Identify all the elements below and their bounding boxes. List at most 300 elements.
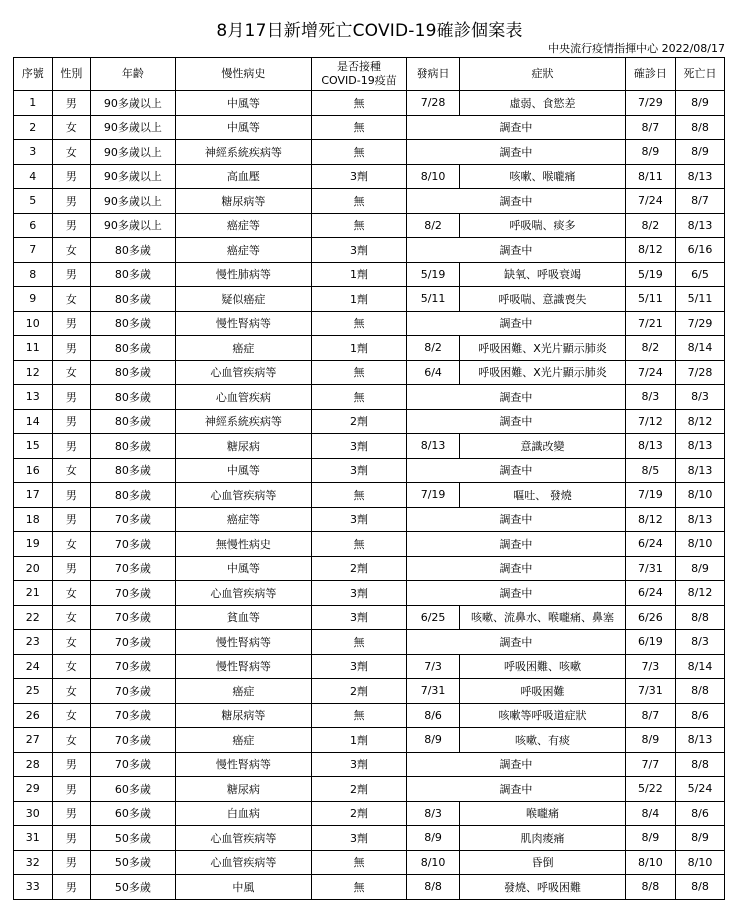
table-row [14,801,725,826]
cell-history: 慢性腎病等 [175,654,312,679]
cell-no: 12 [14,360,53,385]
cell-history: 神經系統疾病等 [175,409,312,434]
cell-age: 70多歲 [91,703,175,728]
cell-death: 8/13 [675,213,724,238]
cell-sex: 男 [52,91,91,116]
cell-sex: 女 [52,581,91,606]
cell-death: 5/24 [675,777,724,802]
cell-death: 8/6 [675,801,724,826]
cell-death: 8/14 [675,336,724,361]
cell-history: 慢性肺病等 [175,262,312,287]
cell-onset: 8/13 [406,434,459,459]
header-death: 死亡日 [675,58,724,91]
cell-death: 8/7 [675,189,724,214]
cell-vaccine: 3劑 [312,752,407,777]
cell-confirmed: 8/2 [625,213,675,238]
cell-death: 8/9 [675,140,724,165]
table-row [14,703,725,728]
cell-onset: 8/10 [406,164,459,189]
cell-sex: 男 [52,164,91,189]
cell-vaccine: 無 [312,115,407,140]
cell-history: 中風等 [175,91,312,116]
cell-confirmed: 7/31 [625,679,675,704]
cell-death: 8/8 [675,752,724,777]
table-row [14,556,725,581]
cell-age: 80多歲 [91,434,175,459]
cell-sex: 女 [52,605,91,630]
cell-confirmed: 7/24 [625,360,675,385]
cell-onset: 7/28 [406,91,459,116]
cell-vaccine: 無 [312,385,407,410]
cell-confirmed: 8/2 [625,336,675,361]
cell-age: 80多歲 [91,262,175,287]
cell-symptoms: 呼吸困難、X光片顯示肺炎 [460,336,626,361]
cell-history: 中風等 [175,458,312,483]
cell-confirmed: 8/9 [625,140,675,165]
cell-vaccine: 2劑 [312,777,407,802]
cell-symptoms: 咳嗽、流鼻水、喉嚨痛、鼻塞 [460,605,626,630]
cell-onset: 8/6 [406,703,459,728]
cell-symptoms: 調查中 [406,385,625,410]
cell-sex: 男 [52,507,91,532]
cell-age: 80多歲 [91,385,175,410]
cell-age: 70多歲 [91,630,175,655]
cell-age: 70多歲 [91,532,175,557]
cell-no: 26 [14,703,53,728]
cell-vaccine: 3劑 [312,164,407,189]
cell-age: 70多歲 [91,752,175,777]
cell-death: 8/3 [675,630,724,655]
cell-vaccine: 無 [312,91,407,116]
table-row [14,532,725,557]
cell-no: 16 [14,458,53,483]
table-row [14,140,725,165]
table-body [14,91,725,900]
cell-confirmed: 6/24 [625,532,675,557]
cell-history: 糖尿病 [175,434,312,459]
cell-no: 5 [14,189,53,214]
cell-vaccine: 1劑 [312,287,407,312]
cell-no: 1 [14,91,53,116]
table-row [14,115,725,140]
cell-sex: 女 [52,458,91,483]
cell-death: 8/13 [675,728,724,753]
cell-age: 90多歲以上 [91,140,175,165]
header-confirmed: 確診日 [625,58,675,91]
cell-symptoms: 調查中 [406,581,625,606]
cell-confirmed: 5/19 [625,262,675,287]
cell-symptoms: 呼吸困難 [460,679,626,704]
cell-confirmed: 6/26 [625,605,675,630]
cell-no: 32 [14,850,53,875]
table-row [14,483,725,508]
cell-confirmed: 8/11 [625,164,675,189]
cell-symptoms: 調查中 [406,311,625,336]
cell-death: 8/10 [675,532,724,557]
table-row [14,336,725,361]
cell-sex: 男 [52,336,91,361]
cell-death: 8/8 [675,679,724,704]
cell-history: 心血管疾病等 [175,483,312,508]
cell-confirmed: 8/10 [625,850,675,875]
cell-death: 8/13 [675,458,724,483]
cell-confirmed: 8/8 [625,875,675,900]
cell-no: 23 [14,630,53,655]
cell-history: 癌症 [175,728,312,753]
cell-confirmed: 7/31 [625,556,675,581]
cell-symptoms: 呼吸困難、X光片顯示肺炎 [460,360,626,385]
cell-onset: 8/8 [406,875,459,900]
table-row [14,262,725,287]
cell-symptoms: 調查中 [406,532,625,557]
cell-no: 17 [14,483,53,508]
cell-no: 24 [14,654,53,679]
table-row [14,213,725,238]
cell-no: 20 [14,556,53,581]
table-row [14,238,725,263]
cell-symptoms: 調查中 [406,189,625,214]
cell-history: 心血管疾病 [175,385,312,410]
cell-confirmed: 8/5 [625,458,675,483]
table-row [14,752,725,777]
cell-history: 無慢性病史 [175,532,312,557]
cell-age: 90多歲以上 [91,189,175,214]
cell-no: 11 [14,336,53,361]
header-no: 序號 [14,58,53,91]
cell-death: 5/11 [675,287,724,312]
cell-onset: 5/11 [406,287,459,312]
cell-sex: 女 [52,728,91,753]
cell-age: 80多歲 [91,458,175,483]
table-row [14,581,725,606]
cell-confirmed: 8/7 [625,703,675,728]
cell-vaccine: 無 [312,360,407,385]
cell-history: 疑似癌症 [175,287,312,312]
cell-confirmed: 7/19 [625,483,675,508]
cell-no: 33 [14,875,53,900]
cell-vaccine: 1劑 [312,262,407,287]
cell-onset: 7/31 [406,679,459,704]
cell-onset: 5/19 [406,262,459,287]
cell-age: 70多歲 [91,605,175,630]
death-cases-table [13,57,725,900]
cell-symptoms: 咳嗽、喉嚨痛 [460,164,626,189]
cell-age: 90多歲以上 [91,213,175,238]
cell-death: 6/16 [675,238,724,263]
cell-sex: 男 [52,213,91,238]
cell-confirmed: 8/9 [625,728,675,753]
cell-symptoms: 肌肉痠痛 [460,826,626,851]
table-row [14,507,725,532]
table-row [14,287,725,312]
cell-age: 90多歲以上 [91,115,175,140]
table-row [14,875,725,900]
cell-history: 心血管疾病等 [175,850,312,875]
cell-confirmed: 8/9 [625,826,675,851]
cell-history: 慢性腎病等 [175,752,312,777]
cell-onset: 8/10 [406,850,459,875]
cell-vaccine: 無 [312,630,407,655]
table-row [14,850,725,875]
cell-symptoms: 調查中 [406,630,625,655]
cell-vaccine: 2劑 [312,409,407,434]
table-row [14,826,725,851]
cell-sex: 男 [52,483,91,508]
cell-death: 8/13 [675,434,724,459]
cell-age: 60多歲 [91,801,175,826]
cell-no: 15 [14,434,53,459]
cell-no: 10 [14,311,53,336]
cell-confirmed: 8/3 [625,385,675,410]
cell-age: 80多歲 [91,311,175,336]
cell-history: 癌症等 [175,507,312,532]
table-header-row [14,58,725,91]
cell-vaccine: 無 [312,189,407,214]
header-sex: 性別 [52,58,91,91]
cell-history: 癌症 [175,679,312,704]
header-symptoms: 症狀 [460,58,626,91]
cell-vaccine: 1劑 [312,336,407,361]
cell-no: 13 [14,385,53,410]
cell-no: 9 [14,287,53,312]
cell-vaccine: 2劑 [312,556,407,581]
cell-onset: 8/2 [406,213,459,238]
cell-no: 21 [14,581,53,606]
cell-sex: 男 [52,385,91,410]
cell-symptoms: 嘔吐、 發燒 [460,483,626,508]
header-onset: 發病日 [406,58,459,91]
cell-history: 中風 [175,875,312,900]
cell-symptoms: 調查中 [406,458,625,483]
cell-symptoms: 缺氧、呼吸衰竭 [460,262,626,287]
cell-no: 4 [14,164,53,189]
table-row [14,189,725,214]
cell-history: 糖尿病等 [175,703,312,728]
cell-no: 7 [14,238,53,263]
cell-confirmed: 8/7 [625,115,675,140]
cell-no: 6 [14,213,53,238]
cell-sex: 男 [52,311,91,336]
cell-vaccine: 3劑 [312,507,407,532]
cell-sex: 女 [52,360,91,385]
cell-death: 8/9 [675,556,724,581]
cell-onset: 7/3 [406,654,459,679]
cell-confirmed: 5/22 [625,777,675,802]
cell-vaccine: 2劑 [312,679,407,704]
cell-sex: 女 [52,115,91,140]
cell-death: 7/28 [675,360,724,385]
cell-sex: 男 [52,752,91,777]
cell-age: 90多歲以上 [91,164,175,189]
cell-vaccine: 3劑 [312,581,407,606]
cell-history: 癌症 [175,336,312,361]
table-row [14,311,725,336]
cell-history: 神經系統疾病等 [175,140,312,165]
table-row [14,164,725,189]
cell-age: 80多歲 [91,409,175,434]
cell-sex: 男 [52,409,91,434]
cell-vaccine: 無 [312,140,407,165]
cell-symptoms: 調查中 [406,115,625,140]
cell-sex: 女 [52,679,91,704]
cell-onset: 8/9 [406,728,459,753]
cell-symptoms: 調查中 [406,238,625,263]
cell-history: 癌症等 [175,213,312,238]
cell-history: 慢性腎病等 [175,630,312,655]
table-row [14,458,725,483]
cell-symptoms: 調查中 [406,777,625,802]
cell-confirmed: 7/24 [625,189,675,214]
cell-sex: 女 [52,532,91,557]
cell-sex: 男 [52,801,91,826]
cell-no: 31 [14,826,53,851]
table-row [14,630,725,655]
table-row [14,434,725,459]
cell-vaccine: 無 [312,213,407,238]
table-row [14,654,725,679]
cell-sex: 男 [52,850,91,875]
cell-death: 6/5 [675,262,724,287]
header-vaccine-line1: 是否接種 [337,60,382,73]
cell-onset: 8/2 [406,336,459,361]
cell-death: 8/14 [675,654,724,679]
header-vaccine-line2: COVID-19疫苗 [321,74,397,87]
cell-death: 8/13 [675,164,724,189]
cell-no: 19 [14,532,53,557]
cell-symptoms: 調查中 [406,140,625,165]
cell-vaccine: 無 [312,875,407,900]
cell-no: 29 [14,777,53,802]
table-row [14,777,725,802]
cell-symptoms: 調查中 [406,507,625,532]
cell-death: 8/10 [675,850,724,875]
cell-history: 貧血等 [175,605,312,630]
cell-symptoms: 呼吸喘、痰多 [460,213,626,238]
cell-age: 70多歲 [91,556,175,581]
cell-confirmed: 5/11 [625,287,675,312]
cell-vaccine: 1劑 [312,728,407,753]
table-row [14,360,725,385]
table-row [14,728,725,753]
cell-age: 90多歲以上 [91,91,175,116]
cell-symptoms: 虛弱、食慾差 [460,91,626,116]
source-line: 中央流行疫情指揮中心 2022/08/17 [548,42,725,55]
cell-death: 8/9 [675,91,724,116]
cell-onset: 7/19 [406,483,459,508]
table-row [14,91,725,116]
cell-history: 慢性腎病等 [175,311,312,336]
page-title: 8月17日新增死亡COVID-19確診個案表 [216,21,523,41]
table-row [14,679,725,704]
cell-sex: 男 [52,556,91,581]
cell-age: 80多歲 [91,483,175,508]
cell-age: 80多歲 [91,336,175,361]
cell-confirmed: 6/19 [625,630,675,655]
cell-confirmed: 8/4 [625,801,675,826]
cell-no: 3 [14,140,53,165]
cell-confirmed: 7/21 [625,311,675,336]
cell-confirmed: 7/29 [625,91,675,116]
cell-age: 70多歲 [91,679,175,704]
cell-age: 60多歲 [91,777,175,802]
cell-symptoms: 調查中 [406,556,625,581]
table-row [14,409,725,434]
cell-history: 糖尿病 [175,777,312,802]
cell-vaccine: 無 [312,483,407,508]
cell-symptoms: 呼吸困難、咳嗽 [460,654,626,679]
header-vaccine [312,58,407,91]
cell-vaccine: 無 [312,850,407,875]
cell-vaccine: 3劑 [312,434,407,459]
cell-no: 25 [14,679,53,704]
cell-confirmed: 8/12 [625,507,675,532]
cell-history: 糖尿病等 [175,189,312,214]
cell-vaccine: 3劑 [312,458,407,483]
cell-vaccine: 3劑 [312,654,407,679]
cell-vaccine: 3劑 [312,605,407,630]
cell-death: 8/10 [675,483,724,508]
cell-age: 50多歲 [91,850,175,875]
cell-vaccine: 無 [312,311,407,336]
cell-sex: 男 [52,189,91,214]
cell-symptoms: 喉嚨痛 [460,801,626,826]
cell-confirmed: 7/3 [625,654,675,679]
cell-age: 70多歲 [91,654,175,679]
cell-history: 白血病 [175,801,312,826]
cell-sex: 男 [52,434,91,459]
cell-no: 28 [14,752,53,777]
cell-history: 心血管疾病等 [175,581,312,606]
cell-vaccine: 無 [312,703,407,728]
cell-onset: 6/4 [406,360,459,385]
cell-death: 8/3 [675,385,724,410]
cell-age: 70多歲 [91,581,175,606]
cell-vaccine: 3劑 [312,826,407,851]
cell-symptoms: 調查中 [406,752,625,777]
cell-history: 心血管疾病等 [175,360,312,385]
cell-death: 8/13 [675,507,724,532]
header-age: 年齡 [91,58,175,91]
cell-confirmed: 7/7 [625,752,675,777]
cell-sex: 女 [52,287,91,312]
cell-death: 8/8 [675,605,724,630]
cell-confirmed: 6/24 [625,581,675,606]
cell-onset: 8/3 [406,801,459,826]
header-history: 慢性病史 [175,58,312,91]
cell-no: 8 [14,262,53,287]
cell-history: 癌症等 [175,238,312,263]
cell-symptoms: 發燒、呼吸困難 [460,875,626,900]
cell-death: 8/12 [675,581,724,606]
table-row [14,605,725,630]
cell-no: 27 [14,728,53,753]
cell-sex: 男 [52,262,91,287]
cell-death: 8/8 [675,115,724,140]
cell-age: 80多歲 [91,360,175,385]
cell-symptoms: 咳嗽等呼吸道症狀 [460,703,626,728]
cell-sex: 女 [52,238,91,263]
cell-symptoms: 昏倒 [460,850,626,875]
cell-no: 30 [14,801,53,826]
cell-death: 8/9 [675,826,724,851]
cell-sex: 女 [52,703,91,728]
cell-confirmed: 8/13 [625,434,675,459]
cell-no: 2 [14,115,53,140]
cell-history: 心血管疾病等 [175,826,312,851]
cell-history: 高血壓 [175,164,312,189]
cell-sex: 女 [52,654,91,679]
cell-age: 50多歲 [91,826,175,851]
